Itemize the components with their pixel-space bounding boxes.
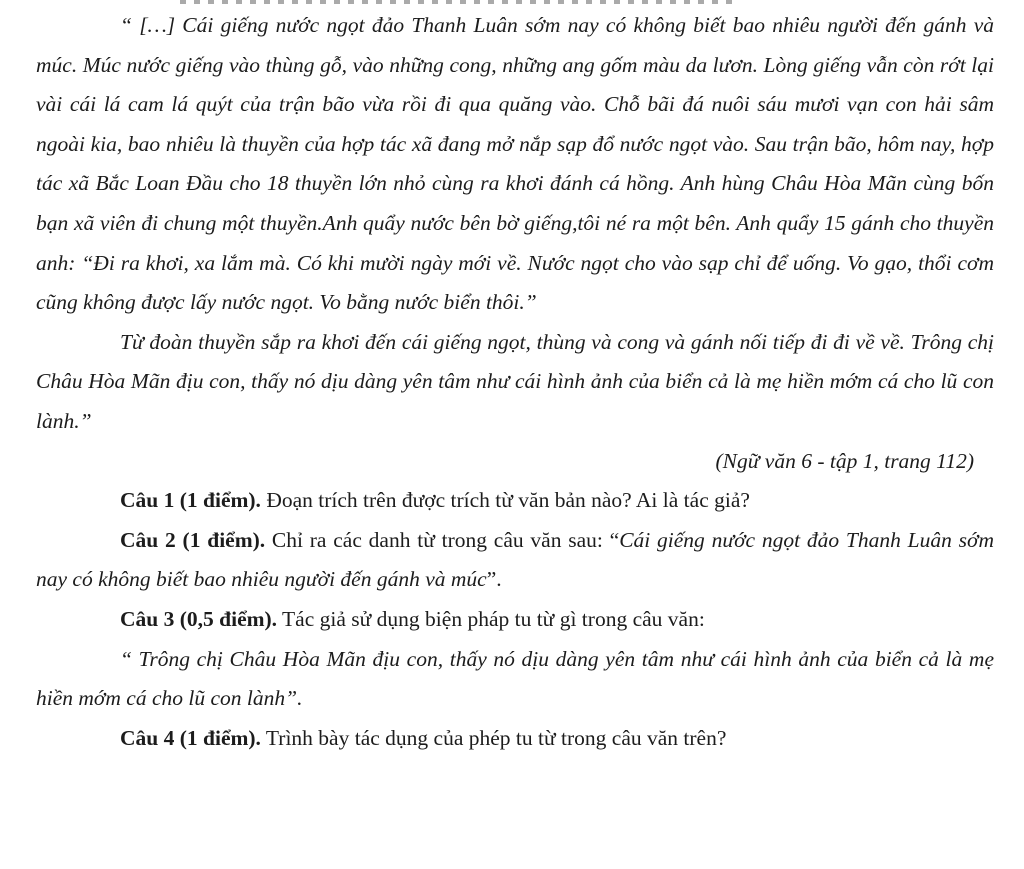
question-3-text: Tác giả sử dụng biện pháp tu từ gì trong câu văn: — [277, 606, 705, 631]
passage-paragraph-2: Từ đoàn thuyền sắp ra khơi đến cái giếng ngọt, thùng và cong và gánh nối tiếp đi đi về về. Trông chị Châu Hòa Mãn địu con, thấy nó dịu dàng yên tâm như cái hình ảnh của biển cả là mẹ hiền mớm cá cho lũ con lành.” — [36, 329, 994, 433]
cropped-text-edge — [180, 0, 740, 4]
question-2-tail: ”. — [486, 567, 502, 592]
question-2-quoted-sentence: Cái giếng nước ngọt đảo Thanh Luân sớm nay có không biết bao nhiêu người đến gánh và múc — [36, 527, 994, 592]
passage-paragraph-1: “ […] Cái giếng nước ngọt đảo Thanh Luân sớm nay có không biết bao nhiêu người đến gánh và múc. Múc nước giếng vào thùng gỗ, vào những cong, những ang gốm màu da lươn. Lòng giếng vẫn còn rớt lại vài cái lá cam lá quýt của trận bão vừa rồi đi qua quăng vào. Chỗ bãi đá nuôi sáu mươi vạn con hải sâm ngoài kia, bao nhiêu là thuyền của hợp tác xã đang mở nắp sạp đổ nước ngọt vào. Sau trận bão, hôm nay, hợp tác xã Bắc Loan Đầu cho 18 thuyền lớn nhỏ cùng ra khơi đánh cá hồng. Anh hùng Châu Hòa Mãn cùng bốn bạn xã viên đi chung một thuyền.Anh quẩy nước bên bờ giếng,tôi né ra một bên. Anh quẩy 15 gánh cho thuyền anh: “Đi ra khơi, xa lắm mà. Có khi mười ngày mới về. Nước ngọt cho vào sạp chỉ để uống. Vo gạo, thổi cơm cũng không được lấy nước ngọt. Vo bằng nước biển thôi.” — [36, 13, 994, 315]
question-2 — [36, 521, 994, 600]
question-1-text: Đoạn trích trên được trích từ văn bản nào? Ai là tác giả? — [260, 488, 750, 513]
document-page — [36, 6, 994, 758]
question-3-quote: “ Trông chị Châu Hòa Mãn địu con, thấy nó dịu dàng yên tâm như cái hình ảnh của biển cả là mẹ hiền mớm cá cho lũ con lành”. — [36, 646, 994, 711]
question-2-text: Chỉ ra các danh từ trong câu văn sau: “ — [265, 527, 620, 552]
question-4-label: Câu 4 (1 điểm). — [120, 725, 261, 750]
question-2-label: Câu 2 (1 điểm). — [120, 527, 266, 552]
question-3 — [36, 600, 994, 640]
question-1 — [36, 481, 994, 521]
question-1-label: Câu 1 (1 điểm). — [120, 488, 261, 513]
question-4 — [36, 719, 994, 759]
question-3-label: Câu 3 (0,5 điểm). — [120, 606, 278, 631]
passage-source: (Ngữ văn 6 - tập 1, trang 112) — [715, 448, 974, 473]
question-4-text: Trình bày tác dụng của phép tu từ trong câu văn trên? — [260, 725, 727, 750]
